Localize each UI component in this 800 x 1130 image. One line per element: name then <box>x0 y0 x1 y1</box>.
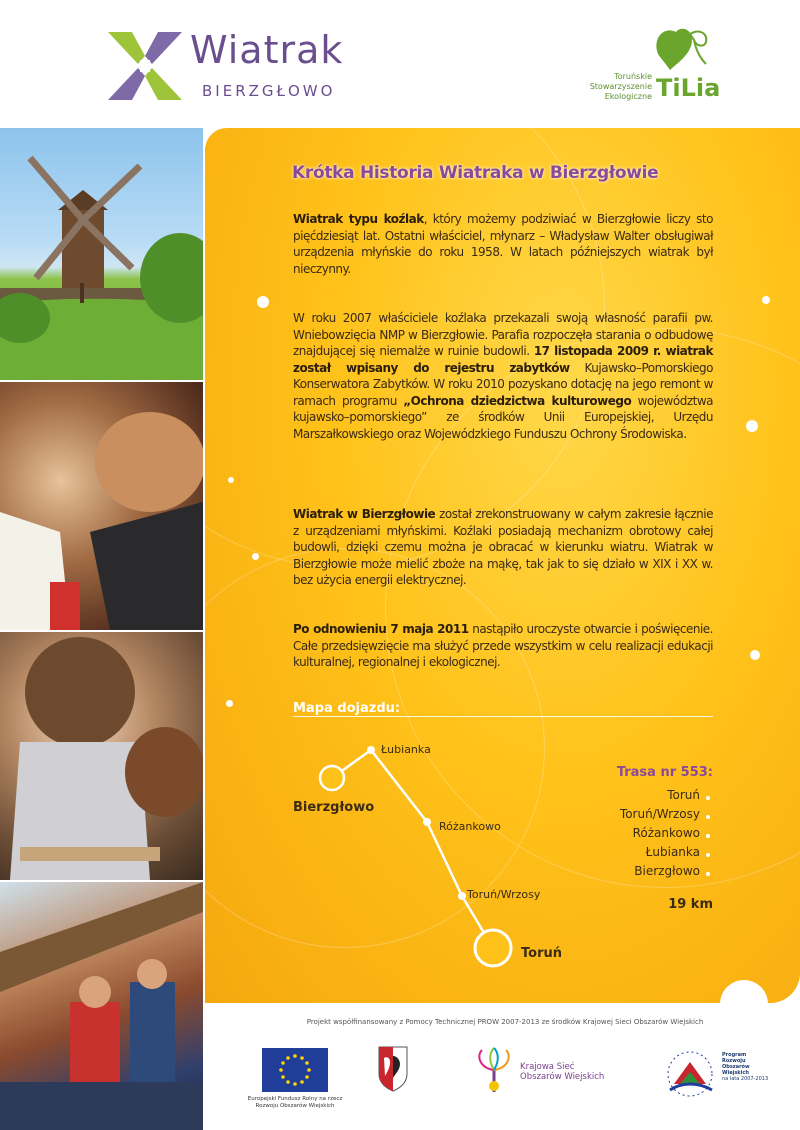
linden-leaf-icon <box>650 24 712 76</box>
town-lubianka: Łubianka <box>381 743 431 756</box>
tilia-line-3: Ekologiczne <box>604 92 652 101</box>
route-stop: Bierzgłowo <box>634 864 700 878</box>
tilia-logo[interactable] <box>568 20 768 110</box>
tilia-association-name <box>568 72 652 102</box>
decor-dot <box>252 553 259 560</box>
decor-dot <box>228 477 234 483</box>
windmill-illustration <box>0 128 203 380</box>
bold-phrase: Wiatrak typu koźlak <box>293 212 424 226</box>
windmill-photo <box>0 128 203 380</box>
prow-logo[interactable] <box>660 1044 780 1100</box>
town-torun: Toruń <box>521 946 562 961</box>
coat-of-arms-icon <box>378 1046 408 1092</box>
logo-title: Wiatrak <box>190 28 344 72</box>
route-map <box>205 720 800 1003</box>
decor-dot <box>226 700 233 707</box>
decor-dot <box>257 296 269 308</box>
bierzglowo-marker <box>320 766 344 790</box>
map-divider <box>293 716 713 717</box>
paragraph-reconstruction <box>293 506 713 589</box>
header <box>0 0 800 128</box>
route-bullet-icon <box>706 815 710 819</box>
lubianka-marker <box>367 746 375 754</box>
windmill-logo-icon <box>102 26 188 106</box>
paragraph-history-intro <box>293 211 713 277</box>
eu-flag-logo[interactable] <box>262 1048 328 1096</box>
map-heading: Mapa dojazdu: <box>293 701 401 716</box>
torun-marker <box>475 930 511 966</box>
children-crafting-photo <box>0 632 203 880</box>
paragraph-text: został zrekonstruowany w całym zakresie łącznie z urządzeniami młyńskimi. Koźlaki posiadają mechanizm obrotowy całej budowli, dzięki czemu można je obracać w kierunku wiatru. Wiatrak w Bierzgłowie może mielić zboże na mąkę, tak jak to się działo w XIX i XX w. bez użycia energii elektrycznej. <box>293 507 714 587</box>
paragraph-text: W roku 2007 właściciele koźlaka przekazali swoją własność parafii pw. Wniebowzięcia NMP w Bierzgłowie. Parafia rozpoczęła starania o odbudowę znajdującej się niemalże w ruinie budowli. <box>293 311 713 358</box>
route-bullet-icon <box>706 853 710 857</box>
route-title: Trasa nr 553: <box>616 765 713 780</box>
children-flour-photo <box>0 382 203 630</box>
eu-fund-caption: Europejski Fundusz Rolny na rzecz Rozwoju Obszarów Wiejskich <box>247 1096 343 1109</box>
children-group-illustration <box>0 882 203 1130</box>
paragraph-restoration <box>293 310 713 442</box>
prow-line-4: Wiejskich <box>722 1070 749 1076</box>
children-flour-illustration <box>0 382 203 630</box>
town-rozankowo: Różankowo <box>439 820 501 833</box>
funding-note: Projekt współfinansowany z Pomocy Technicznej PROW 2007-2013 ze środków Krajowej Sieci Obszarów Wiejskich <box>306 1018 704 1026</box>
paragraph-opening <box>293 621 713 671</box>
route-distance: 19 km <box>668 897 713 912</box>
route-bullet-icon <box>706 872 710 876</box>
bold-phrase: Wiatrak w Bierzgłowie <box>293 507 436 521</box>
regional-crest-logo[interactable] <box>378 1046 408 1092</box>
bold-phrase: Po odnowieniu 7 maja 2011 <box>293 622 469 636</box>
paragraph-text: nastąpiło uroczyste otwarcie i poświęcenie. Całe przedsięwzięcie ma służyć przede wszystkim w celu realizacji edukacji kulturalnej, regionalnej i ekologicznej. <box>293 622 714 669</box>
prow-emblem-icon <box>660 1044 720 1100</box>
ksow-name <box>520 1062 604 1082</box>
eu-flag-icon <box>262 1048 328 1096</box>
paragraph-text: , który możemy podziwiać w Bierzgłowie liczy sto pięćdziesiąt lat. Ostatni właściciel, młynarz – Władysław Walter obsługiwał urządzenia młyńskie do roku 1958. W latach późniejszych wiatrak był nieczynny. <box>293 212 713 276</box>
route-stop: Toruń/Wrzosy <box>619 807 700 821</box>
children-crafting-illustration <box>0 632 203 880</box>
tilia-line-1: Toruńskie <box>614 72 652 81</box>
paragraph-text: Kujawsko–Pomorskiego Konserwatora Zabytków. W roku 2010 pozyskano dotację na jego remont w ramach programu <box>293 360 713 408</box>
ksow-plant-icon <box>470 1046 518 1096</box>
decor-dot <box>746 420 758 432</box>
prow-name <box>722 1052 768 1082</box>
prow-line-1: Program <box>722 1052 747 1058</box>
town-bierzglowo: Bierzgłowo <box>293 800 375 815</box>
ksow-line-1: Krajowa Sieć <box>520 1062 575 1072</box>
tilia-line-2: Stowarzyszenie <box>589 82 652 91</box>
decor-dot <box>762 296 770 304</box>
children-group-photo <box>0 882 203 1130</box>
ksow-logo[interactable] <box>470 1046 630 1096</box>
route-bullet-icon <box>706 796 710 800</box>
route-stop: Łubianka <box>645 845 700 859</box>
rozankowo-marker <box>423 818 431 826</box>
route-stop: Toruń <box>667 788 700 802</box>
logo-subtitle: BIERZGŁOWO <box>202 82 336 100</box>
photo-column <box>0 128 203 1130</box>
prow-line-2: Rozwoju <box>722 1058 746 1064</box>
route-bullet-icon <box>706 834 710 838</box>
route-line <box>332 750 493 948</box>
prow-line-3: Obszarów <box>722 1064 750 1070</box>
ksow-line-2: Obszarów Wiejskich <box>520 1072 605 1082</box>
wiatrak-logo[interactable] <box>102 26 362 106</box>
town-torun-wrzosy: Toruń/Wrzosy <box>467 888 541 901</box>
prow-line-5: na lata 2007-2013 <box>722 1076 769 1082</box>
bold-phrase: 17 listopada 2009 r. wiatrak został wpisany do rejestru zabytków <box>293 344 714 375</box>
route-stop: Różankowo <box>632 826 700 840</box>
paragraph-text: województwa kujawsko–pomorskiego” ze środków Unii Europejskiej, Urzędu Marszałkowskiego oraz Wojewódzkiego Funduszu Ochrony Środowiska. <box>293 393 713 441</box>
tilia-name: TiLia <box>656 74 721 102</box>
bold-phrase: „Ochrona dziedzictwa kulturowego <box>403 393 632 408</box>
decor-dot <box>750 650 760 660</box>
torun-wrzosy-marker <box>458 892 466 900</box>
article-title: Krótka Historia Wiatraka w Bierzgłowie <box>292 163 659 183</box>
